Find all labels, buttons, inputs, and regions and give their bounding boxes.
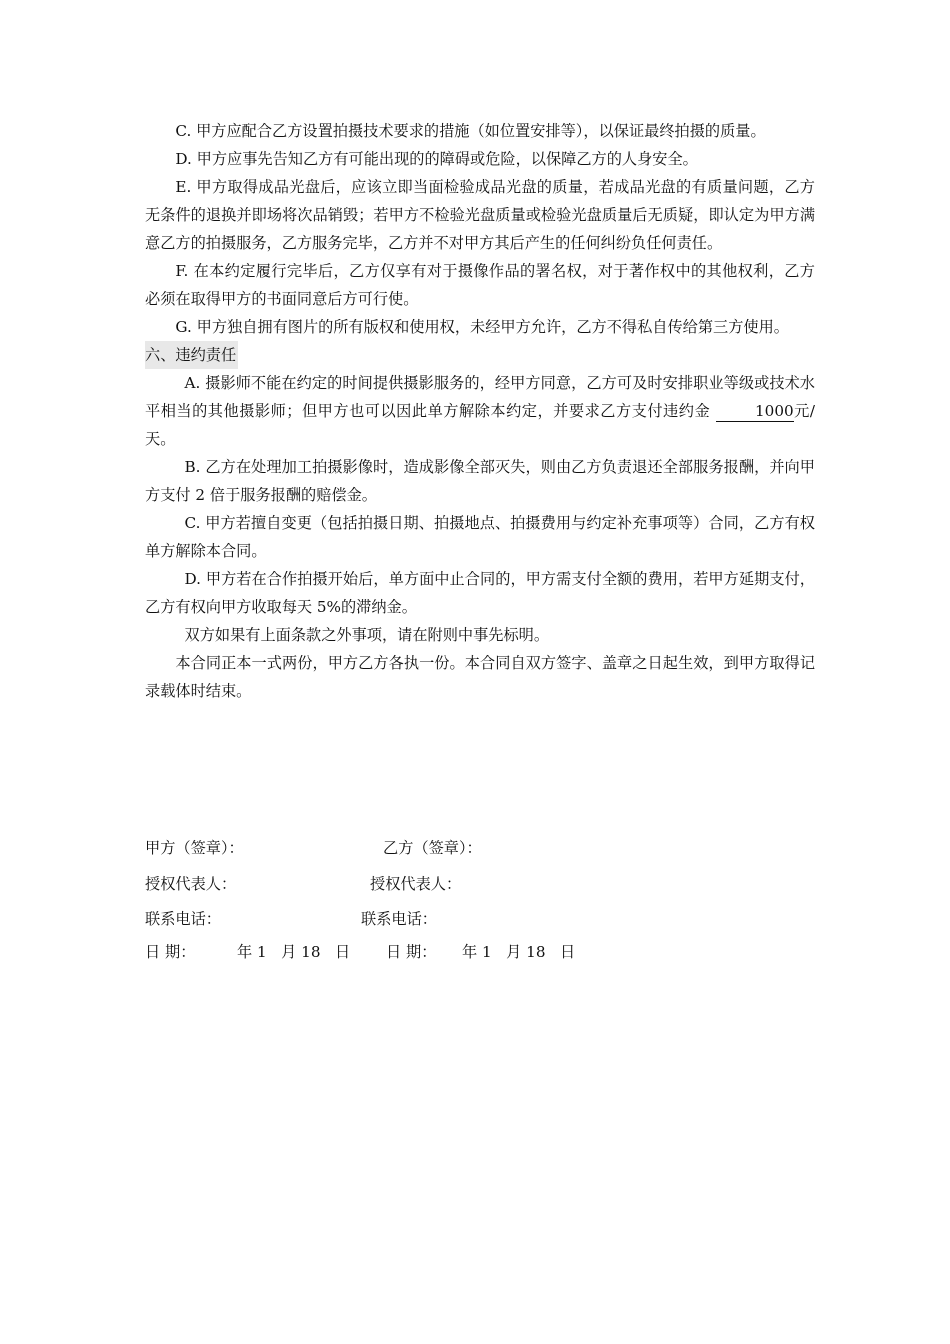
party-a-date-label: 日 期： xyxy=(145,943,196,961)
party-a-phone-label: 联系电话： xyxy=(145,910,221,928)
penalty-amount: 1000 xyxy=(716,401,794,422)
clause-six-b: B. 乙方在处理加工拍摄影像时，造成影像全部灭失，则由乙方负责退还全部服务报酬，并向甲方支付 2 倍于服务报酬的赔偿金。 xyxy=(145,458,815,504)
clause-five-c: C. 甲方应配合乙方设置拍摄技术要求的措施（如位置安排等），以保证最终拍摄的质量。 xyxy=(175,122,766,140)
contract-body xyxy=(145,117,815,705)
penalty-unit: 元/天。 xyxy=(145,402,815,448)
clause-five-f: F. 在本约定履行完毕后，乙方仅享有对于摄像作品的署名权，对于著作权中的其他权利，乙方必须在取得甲方的书面同意后方可行使。 xyxy=(145,262,815,308)
party-b-rep-label: 授权代表人： xyxy=(370,875,462,893)
party-a-date-value: 年 1 月 18 日 xyxy=(237,943,351,961)
clause-six-c: C. 甲方若擅自变更（包括拍摄日期、拍摄地点、拍摄费用与约定补充事项等）合同，乙方有权单方解除本合同。 xyxy=(145,514,815,560)
clause-six-a-text: A. 摄影师不能在约定的时间提供摄影服务的，经甲方同意，乙方可及时安排职业等级或技术水平相当的其他摄影师；但甲方也可以因此单方解除本约定，并要求乙方支付违约金 xyxy=(145,374,815,420)
party-b-date-value: 年 1 月 18 日 xyxy=(462,943,576,961)
closing-note: 双方如果有上面条款之外事项，请在附则中事先标明。 xyxy=(184,626,550,644)
clause-five-e: E. 甲方取得成品光盘后，应该立即当面检验成品光盘的质量，若成品光盘的有质量问题，乙方无条件的退换并即场将次品销毁；若甲方不检验光盘质量或检验光盘质量后无质疑，即认定为甲方满意乙方的拍摄服务，乙方服务完毕，乙方并不对甲方其后产生的任何纠纷负任何责任。 xyxy=(145,178,815,252)
party-a-seal-label: 甲方（签章）： xyxy=(145,839,244,857)
party-b-seal-label: 乙方（签章）： xyxy=(383,839,482,857)
signature-block xyxy=(145,838,815,968)
clause-five-g: G. 甲方独自拥有图片的所有版权和使用权，未经甲方允许，乙方不得私自传给第三方使用。 xyxy=(175,318,789,336)
closing-validity: 本合同正本一式两份，甲方乙方各执一份。本合同自双方签字、盖章之日起生效，到甲方取得记录载体时结束。 xyxy=(145,654,815,700)
party-b-date-label: 日 期： xyxy=(386,943,437,961)
party-b-phone-label: 联系电话： xyxy=(361,910,437,928)
clause-six-d: D. 甲方若在合作拍摄开始后，单方面中止合同的，甲方需支付全额的费用，若甲方延期支付，乙方有权向甲方收取每天 5%的滞纳金。 xyxy=(145,570,815,616)
clause-five-d: D. 甲方应事先告知乙方有可能出现的的障碍或危险，以保障乙方的人身安全。 xyxy=(175,150,698,168)
section-six-heading-row xyxy=(145,341,815,369)
section-six-heading: 六、违约责任 xyxy=(145,341,238,369)
party-a-rep-label: 授权代表人： xyxy=(145,875,237,893)
clause-six-a xyxy=(145,369,815,453)
